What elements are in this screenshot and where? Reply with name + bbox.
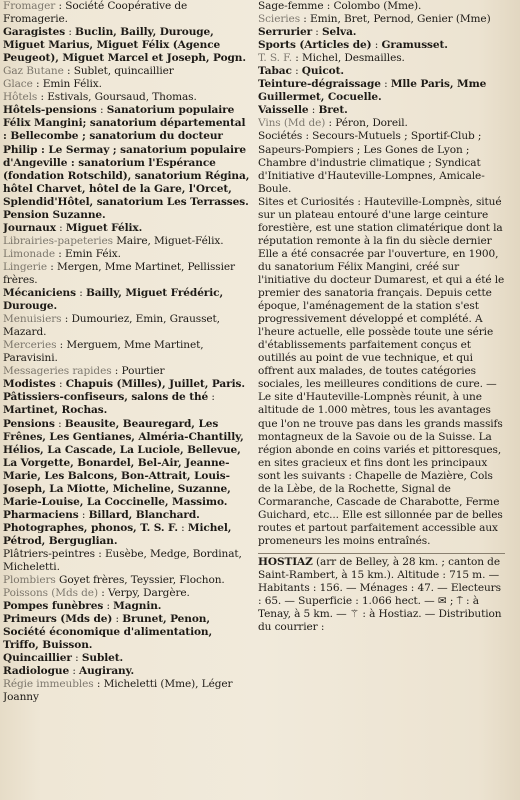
entry-category: Quincaillier [3, 652, 72, 665]
directory-entry [3, 91, 250, 104]
entry-separator: : [69, 665, 80, 678]
entry-text: Secours-Mutuels ; Sportif-Club ; Sapeurs-Pompiers ; Les Gones de Lyon ; Chambre d'industrie climatique ; Syndicat d'Initiative d'Hauteville-Lompnes, Amicale-Boule. [258, 130, 485, 195]
entry-separator: : [55, 0, 66, 12]
entry-separator: : [300, 13, 310, 26]
directory-entry [3, 365, 250, 378]
entry-category: Pharmaciens [3, 508, 79, 521]
entry-text: Martinet, Rochas. [3, 404, 108, 417]
entry-text: Brunet, Penon, Société économique d'alimentation, Triffo, Buisson. [3, 613, 213, 652]
directory-entry [3, 548, 250, 574]
entry-text: Péron, Doreil. [335, 117, 408, 130]
directory-entry [3, 261, 250, 287]
directory-entry [3, 600, 250, 613]
directory-entry [258, 196, 505, 548]
entry-text: Dumouriez, Emin, Grausset, Mazard. [3, 313, 220, 339]
entry-separator: : [37, 91, 48, 104]
entry-category: Poissons (Mds de) [3, 587, 98, 600]
entry-category: Teinture-dégraissage [258, 78, 381, 91]
directory-entry [3, 613, 250, 652]
entry-separator: : [56, 339, 67, 352]
entry-text: Merguem, Mme Martinet, Paravisini. [3, 339, 204, 365]
directory-entry [3, 65, 250, 78]
directory-entry [3, 522, 250, 548]
entry-category: Photographes, phonos, T. S. F. [3, 521, 178, 534]
entry-category: Merceries [3, 339, 57, 352]
entry-separator: : [75, 287, 86, 300]
entry-separator: : [55, 221, 66, 234]
entry-separator: : [32, 78, 43, 91]
entry-category: Hôtels-pensions [3, 104, 97, 117]
entry-separator: : [55, 378, 66, 391]
entry-text: Emin Féix. [64, 247, 121, 260]
entry-text: Miguet Félix. [65, 221, 143, 234]
entry-text: Augirany. [79, 665, 135, 678]
directory-entry [3, 652, 250, 665]
entry-separator: : [63, 65, 74, 78]
directory-entry [3, 587, 250, 600]
directory-entry [3, 678, 250, 704]
directory-entry [258, 130, 505, 195]
entry-category: Pensions [3, 417, 55, 430]
next-place-name: HOSTIAZ [258, 555, 313, 568]
entry-category: Gaz Butane [3, 65, 64, 78]
directory-entry [258, 52, 505, 65]
entry-separator: : [112, 613, 123, 626]
entry-text: Billard, Blanchard. [88, 508, 200, 521]
entry-category: Pâtissiers-confiseurs, salons de thé [3, 391, 209, 404]
entry-separator: : [208, 391, 215, 404]
entry-category: Plâtriers-peintres [3, 547, 95, 560]
entry-text: Chapuis (Milles), Juillet, Paris. [65, 378, 245, 391]
entry-separator: : [94, 547, 105, 560]
directory-entry [3, 574, 250, 587]
entry-text: Eusèbe, Medge, Bordinat, Micheletti. [3, 547, 242, 574]
entry-separator: : [302, 130, 313, 143]
directory-entry [3, 509, 250, 522]
entry-text: Mergen, Mme Martinet, Pellissier frères. [3, 260, 235, 286]
entry-text: Sanatorium populaire Félix Mangini; sanatorium départemental : Bellecombe ; sanatorium du docteur Philip : Le Sermay ; sanatorium populaire d'Angeville : sanatorium l'Espérance (fondation Rotschild), sanatorium Régina, hôtel Charvet, hôtel de la Gare, l'Orcet, Splendid'Hôtel, sanatorium Les Terrasses. Pension Suzanne. [3, 104, 250, 221]
entry-category: Serrurier [258, 26, 313, 39]
directory-entry [258, 65, 505, 78]
entry-separator: : [54, 417, 65, 430]
entry-separator: : [354, 195, 365, 208]
next-place-details: (arr de Belley, à 28 km. ; canton de Saint-Rambert, à 15 km.). Altitude : 715 m. — Habitants : 156. — Ménages : 47. — Electeurs : 65. — Superficie : 1.066 hect. — ✉ ; ⍑ : à Tenay, à 5 km. — ⚚ : à Hostiaz. — Distribution du courrier : [258, 555, 502, 634]
entry-category: Régie immeubles [3, 678, 94, 691]
directory-entry [258, 13, 505, 26]
entry-category: Lingerie [3, 260, 48, 273]
right-column [258, 0, 505, 800]
entry-text: Quicot. [301, 65, 344, 78]
entry-category: Vaisselle [258, 104, 309, 117]
entry-text: Buclin, Bailly, Durouge, Miguet Marius, Miguet Félix (Agence Peugeot), Miguet Marcel et Joseph, Pogn. [3, 26, 246, 65]
entry-separator: : [291, 65, 302, 78]
entry-text: Gramusset. [381, 39, 448, 52]
entry-text: Bret. [318, 104, 348, 117]
entry-category: Sites et Curiosités [258, 195, 355, 208]
entry-separator: : [65, 26, 76, 39]
entry-text: Bailly, Miguet Frédéric, Durouge. [3, 287, 224, 313]
entry-text: Société Coopérative de Fromagerie. [3, 0, 188, 26]
entry-category: Scieries [258, 13, 301, 26]
entry-separator: : [323, 0, 334, 12]
entry-text: Magnin. [113, 600, 162, 613]
entry-text: Micheletti (Mme), Léger Joanny [3, 678, 233, 704]
directory-entry [258, 117, 505, 130]
entry-text: Estivals, Goursaud, Thomas. [47, 91, 197, 104]
entry-separator: : [103, 600, 114, 613]
directory-entry [3, 26, 250, 65]
entry-text: Mlle Paris, Mme Guillermet, Cocuelle. [258, 78, 487, 104]
entry-category: Mécaniciens [3, 287, 76, 300]
entry-separator: : [325, 117, 336, 130]
entry-category: Sociétés [258, 130, 303, 143]
entry-separator: : [96, 104, 107, 117]
entry-text: Selva. [322, 26, 357, 39]
right-entries [258, 0, 505, 548]
directory-entry [3, 378, 250, 391]
entry-text: Emin, Bret, Pernod, Genier (Mme) [310, 13, 491, 26]
entry-separator: : [291, 52, 302, 65]
entry-separator: : [71, 652, 82, 665]
directory-entry [3, 222, 250, 235]
directory-entry [3, 665, 250, 678]
entry-category: Limonade [3, 247, 56, 260]
directory-entry [3, 391, 250, 417]
entry-category: Librairies-papeteries [3, 234, 113, 247]
entry-separator: : [97, 587, 108, 600]
entry-text: Pourtier [121, 365, 165, 378]
entry-text: Hauteville-Lompnès, situé sur un plateau entouré d'une large ceinture forestière, est une station climatérique dont la réputation remonte à la fin du siècle dernier Elle a été consacrée par l'ouverture, en 1900, du sanatorium Félix Mangini, créé sur l'initiative du docteur Dumarest, et qui a été le premier des sanatoria français. Depuis cette époque, l'aménagement de la station s'est progressivement développé et complété. A l'heure actuelle, elle possède toute une série d'établissements parfaitement conçus et outillés au point de vue technique, et qui offrent aux malades, de toutes catégories sociales, les meilleures conditions de cure. — Le site d'Hauteville-Lompnès réunit, à une altitude de 1.000 mètres, tous les avantages que l'on ne trouve pas dans les grands massifs montagneux de la Savoie ou de la Suisse. La région abonde en coins variés et pittoresques, en sites gracieux et fins dont les principaux sont les suivants : Chapelle de Mazière, Cols de la Lèbe, de la Rochette, Signal de Cormaranche, Cascade de Charabotte, Ferme Guichard, etc... Elle est sillonnée par de belles routes et partout parfaitement accessible aux promeneurs les moins entraînés. [258, 195, 505, 547]
entry-category: Plombiers [3, 574, 56, 587]
entry-category: Menuisiers [3, 313, 62, 326]
entry-text: Beausite, Beauregard, Les Frênes, Les Gentianes, Alméria-Chantilly, Hélios, La Cascade, La Luciole, Bellevue, La Vorgette, Bonardel, Bel-Air, Jeanne-Marie, Les Balcons, Bon-Attrait, Louis-Joseph, La Miotte, Micheline, Suzanne, Marie-Louise, La Coccinelle, Massimo. [3, 417, 244, 508]
directory-entry [258, 78, 505, 104]
entry-separator: : [93, 678, 104, 691]
entry-text: Goyet frères, Teyssier, Flochon. [59, 574, 225, 587]
directory-entry [258, 26, 505, 39]
directory-entry [258, 0, 505, 13]
entry-text: Sublet, quincaillier [73, 65, 174, 78]
entry-category: Garagistes [3, 26, 66, 39]
entry-category: Fromager [3, 0, 56, 12]
entry-text: Michel, Pétrod, Berguglian. [3, 521, 232, 547]
entry-separator: : [55, 247, 65, 260]
entry-category: Glace [3, 78, 33, 91]
entry-separator: : [78, 508, 89, 521]
entry-category: Sports (Articles de) [258, 39, 372, 52]
entry-separator: : [61, 313, 72, 326]
entry-text: Colombo (Mme). [333, 0, 422, 12]
entry-separator: : [111, 365, 122, 378]
section-divider [258, 553, 505, 554]
entry-text: Michel, Desmailles. [301, 52, 405, 65]
directory-entry [3, 248, 250, 261]
next-place-entry [258, 556, 505, 634]
entry-category: Primeurs (Mds de) [3, 613, 113, 626]
directory-entry [3, 418, 250, 509]
entry-separator: : [312, 26, 323, 39]
directory-entry [3, 287, 250, 313]
entry-category: Sage-femme [258, 0, 324, 12]
entry-separator: : [371, 39, 382, 52]
directory-entry [3, 104, 250, 221]
entry-category: Messageries rapides [3, 365, 112, 378]
directory-entry [3, 78, 250, 91]
directory-entry [3, 339, 250, 365]
entry-text: Maire, Miguet-Félix. [116, 234, 224, 247]
entry-separator: : [47, 260, 57, 273]
entry-separator: : [308, 104, 319, 117]
entry-category: Journaux [3, 221, 56, 234]
directory-entry [258, 104, 505, 117]
entry-category: Modistes [3, 378, 56, 391]
left-column [3, 0, 250, 800]
entry-category: Tabac [258, 65, 292, 78]
entry-text: Sublet. [81, 652, 124, 665]
entry-category: T. S. F. [258, 52, 292, 65]
entry-category: Radiologue [3, 665, 70, 678]
directory-entry [258, 39, 505, 52]
entry-category: Vins (Md de) [258, 117, 326, 130]
directory-entry [3, 0, 250, 26]
entry-category: Pompes funèbres [3, 600, 104, 613]
entry-separator: : [380, 78, 391, 91]
entry-separator: : [177, 521, 188, 534]
entry-category: Hôtels [3, 91, 38, 104]
entry-text: Emin Félix. [42, 78, 102, 91]
entry-text: Verpy, Dargère. [107, 587, 190, 600]
directory-entry [3, 235, 250, 248]
directory-entry [3, 313, 250, 339]
